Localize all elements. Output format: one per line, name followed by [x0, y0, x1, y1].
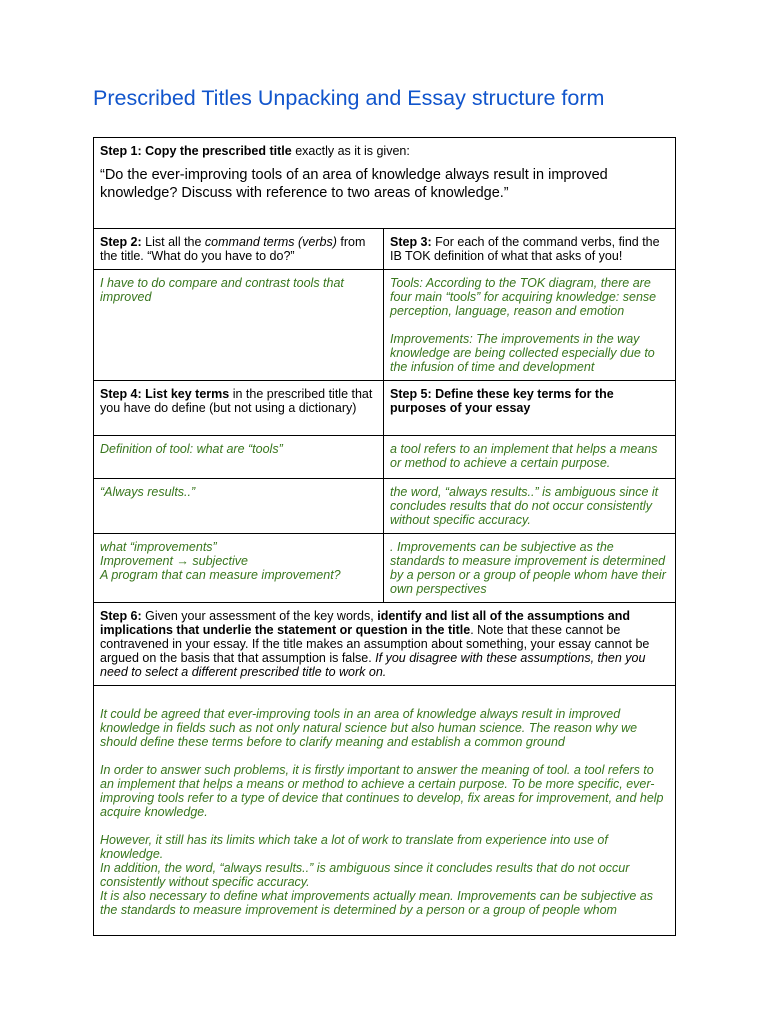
step1-label: Step 1: Copy the prescribed title [100, 144, 292, 158]
prescribed-title-quote: “Do the ever-improving tools of an area of knowledge always result in improved knowledge? Discuss with reference to two areas of knowledge.” [100, 167, 608, 201]
step6-cell [94, 603, 676, 686]
step2-3-header-row [94, 229, 676, 270]
page-title: Prescribed Titles Unpacking and Essay structure form [93, 86, 605, 110]
step2-3-answer-row [94, 270, 676, 381]
step2-text-b: from the title. “What do you have to do?” [100, 235, 366, 263]
step2-emphasis: command terms (verbs) [204, 235, 337, 249]
step2-answer: I have to do compare and contrast tools that improved [100, 276, 344, 304]
answer-paragraph: However, it still has its limits which take a lot of work to translate from experience into use of knowledge. [100, 833, 608, 861]
step6-text-a: Given your assessment of the key words, [141, 609, 378, 623]
definition-cell [384, 479, 676, 534]
step2-answer-cell [94, 270, 384, 381]
answer-paragraph: It is also necessary to define what improvements actually mean. Improvements can be subjective as the standards to measure improvement is determined by a person or a group of people whom [100, 889, 654, 917]
term-row [94, 534, 676, 603]
step3-label: Step 3: [390, 235, 432, 249]
answer-paragraph: In addition, the word, “always results..” is ambiguous since it concludes results that do not occur consistently without specific accuracy. [100, 861, 630, 889]
step5-cell [384, 381, 676, 436]
step2-text-a: List all the [141, 235, 205, 249]
definition-cell [384, 534, 676, 603]
step4-cell [94, 381, 384, 436]
term-text: “Always results..” [100, 485, 196, 499]
step4-5-header-row [94, 381, 676, 436]
term-line: what “improvements” [100, 540, 217, 554]
step3-cell [384, 229, 676, 270]
step3-answer-improvements: Improvements: The improvements in the way knowledge are being collected especially due to the infusion of time and development [390, 332, 655, 374]
step1-row [94, 138, 676, 229]
step4-label: Step 4: List key terms [100, 387, 230, 401]
step3-text: For each of the command verbs, find the IB TOK definition of what that asks of you! [390, 235, 660, 263]
term-line: Improvement → subjective [100, 554, 248, 568]
step1-instruction: exactly as it is given: [291, 144, 410, 158]
definition-text: the word, “always results..” is ambiguous since it concludes results that do not occur consistently without specific accuracy. [390, 485, 659, 527]
answer-paragraph: It could be agreed that ever-improving tools in an area of knowledge always result in improved knowledge in fields such as not only natural science but also human science. The reason why we should define these terms before to clarify meaning and establish a common ground [100, 707, 638, 749]
step2-cell [94, 229, 384, 270]
step1-cell [94, 138, 676, 229]
step3-answer-tools: Tools: According to the TOK diagram, there are four main “tools” for acquiring knowledge: sense perception, language, reason and emotion [390, 276, 657, 318]
step6-answer-row [94, 686, 676, 936]
definition-cell [384, 436, 676, 479]
step6-text-b: . Note that these cannot be contravened in your essay. If the title makes an assumption about something, your essay cannot be argued on the basis that that assumption is false. [100, 623, 650, 665]
term-text: Definition of tool: what are “tools” [100, 442, 283, 456]
step6-answer-cell [94, 686, 676, 936]
step6-label: Step 6: [100, 609, 142, 623]
step3-answer-cell [384, 270, 676, 381]
step2-label: Step 2: [100, 235, 142, 249]
step6-bold-text: identify and list all of the assumptions and implications that underlie the statement or question in the title [100, 609, 631, 637]
term-cell [94, 436, 384, 479]
term-row [94, 436, 676, 479]
definition-text: . Improvements can be subjective as the standards to measure improvement is determined by a person or a group of people whom have their own perspectives [390, 540, 666, 596]
term-cell [94, 479, 384, 534]
step6-emphasis: If you disagree with these assumptions, then you need to select a different prescribed title to work on. [100, 651, 646, 679]
term-cell [94, 534, 384, 603]
step5-label: Step 5: Define these key terms for the purposes of your essay [390, 387, 614, 415]
definition-text: a tool refers to an implement that helps a means or method to achieve a certain purpose. [390, 442, 658, 470]
essay-form-table [93, 137, 676, 936]
step6-row [94, 603, 676, 686]
term-line: A program that can measure improvement? [100, 568, 341, 582]
step4-text: in the prescribed title that you have do define (but not using a dictionary) [100, 387, 373, 415]
term-row [94, 479, 676, 534]
answer-paragraph: In order to answer such problems, it is firstly important to answer the meaning of tool. a tool refers to an implement that helps a means or method to achieve a certain purpose. To be more specific, ever-improving tools refer to a type of device that continues to develop, fix areas for improvement, and help acquire knowledge. [100, 763, 664, 819]
